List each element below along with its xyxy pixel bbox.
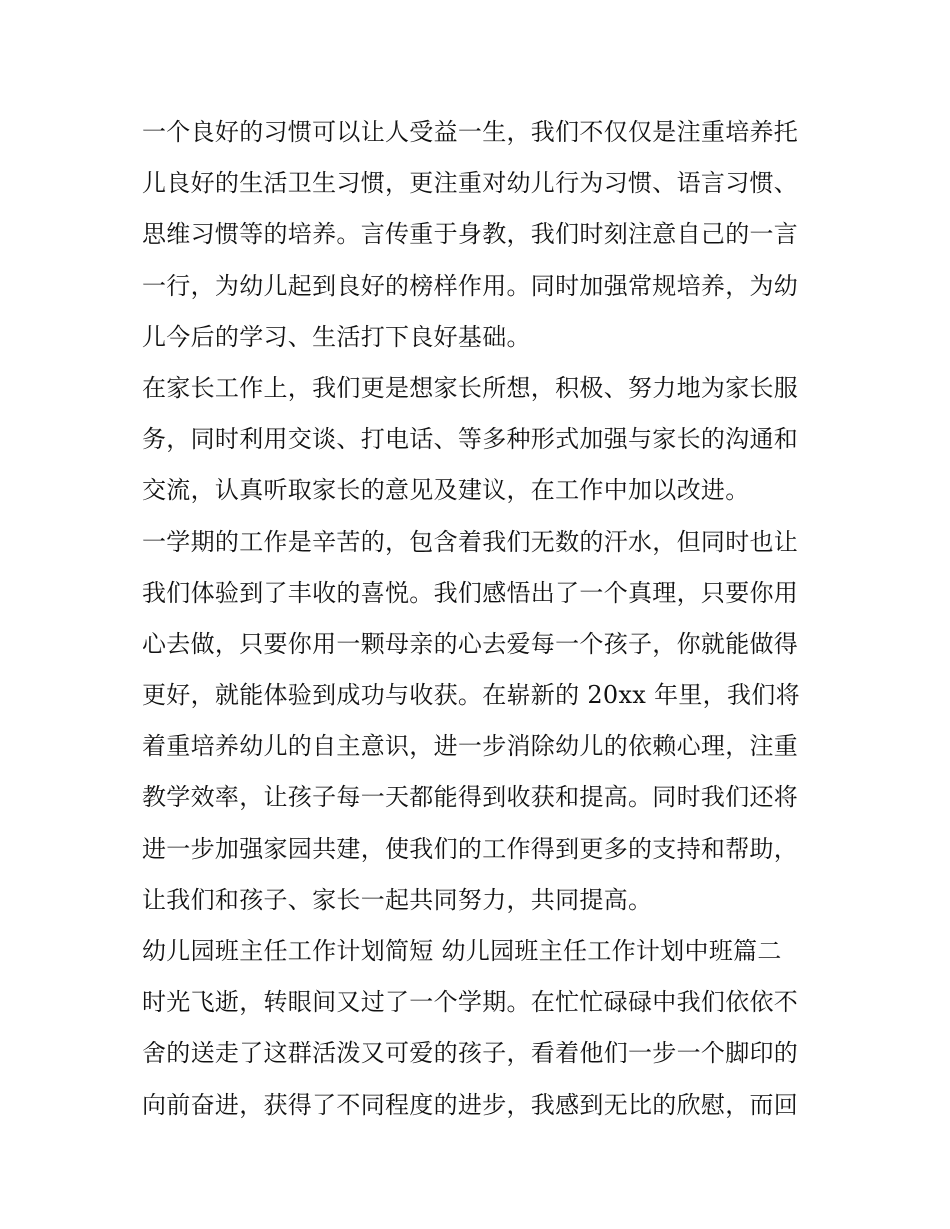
text-line: 思维习惯等的培养。言传重于身教，我们时刻注意自己的一言 (142, 220, 799, 249)
text-line: 教学效率，让孩子每一天都能得到收获和提高。同时我们还将 (142, 783, 799, 812)
section-heading: 幼儿园班主任工作计划简短 幼儿园班主任工作计划中班篇二 (142, 937, 782, 965)
text-line: 让我们和孩子、家长一起共同努力，共同提高。 (142, 885, 653, 914)
text-line: 务，同时利用交谈、打电话、等多种形式加强与家长的沟通和 (142, 425, 799, 454)
text-line: 进一步加强家园共建，使我们的工作得到更多的支持和帮助， (142, 834, 799, 863)
text-line: 着重培养幼儿的自主意识，进一步消除幼儿的依赖心理，注重 (142, 732, 799, 761)
text-line: 向前奋进，获得了不同程度的进步，我感到无比的欣慰，而回 (142, 1090, 799, 1119)
text-line: 交流，认真听取家长的意见及建议，在工作中加以改进。 (142, 476, 750, 505)
text-line: 儿良好的生活卫生习惯，更注重对幼儿行为习惯、语言习惯、 (142, 169, 799, 198)
text-line: 一行，为幼儿起到良好的榜样作用。同时加强常规培养，为幼 (142, 271, 799, 300)
text-line: 在家长工作上，我们更是想家长所想，积极、努力地为家长服 (142, 373, 799, 402)
text-line: 更好，就能体验到成功与收获。在崭新的 20xx 年里，我们将 (142, 681, 800, 710)
text-line: 我们体验到了丰收的喜悦。我们感悟出了一个真理，只要你用 (142, 578, 799, 607)
text-line: 心去做，只要你用一颗母亲的心去爱每一个孩子，你就能做得 (142, 629, 799, 658)
document-body (142, 107, 822, 1131)
text-line: 儿今后的学习、生活打下良好基础。 (142, 322, 531, 351)
text-line: 一个良好的习惯可以让人受益一生，我们不仅仅是注重培养托 (142, 118, 799, 146)
text-line: 舍的送走了这群活泼又可爱的孩子，看着他们一步一个脚印的 (142, 1039, 799, 1068)
text-line: 时光飞逝，转眼间又过了一个学期。在忙忙碌碌中我们依依不 (142, 988, 799, 1017)
text-line: 一学期的工作是辛苦的，包含着我们无数的汗水，但同时也让 (142, 527, 799, 556)
